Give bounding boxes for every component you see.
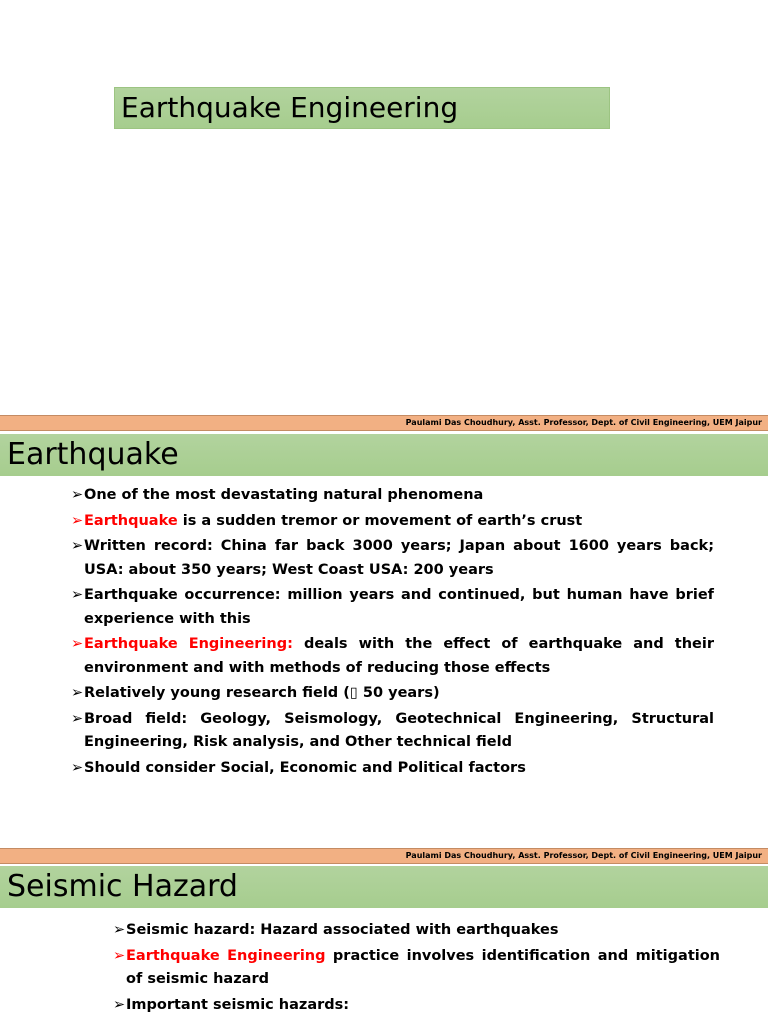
arrow-bullet-icon: ➢ — [113, 922, 126, 938]
slide-heading-seismic-hazard: Seismic Hazard — [0, 866, 768, 908]
highlight-term: Earthquake Engineering: — [84, 636, 293, 652]
arrow-bullet-icon: ➢ — [71, 685, 84, 701]
arrow-bullet-icon: ➢ — [71, 587, 84, 603]
highlight-term: Earthquake Engineering — [126, 947, 326, 964]
arrow-bullet-icon: ➢ — [71, 487, 84, 503]
slide-heading-earthquake: Earthquake — [0, 434, 768, 476]
arrow-bullet-icon: ➢ — [71, 512, 84, 529]
arrow-bullet-icon: ➢ — [71, 538, 84, 554]
arrow-bullet-icon: ➢ — [113, 996, 126, 1013]
list-item: ➢ Should consider Social, Economic and Political factors — [71, 757, 714, 781]
list-item: ➢ Earthquake Engineering: deals with the effect of earthquake and their environment and with methods of reducing those effects — [71, 633, 714, 680]
highlight-term: Earthquake — [84, 512, 178, 529]
list-item: ➢ Written record: China far back 3000 years; Japan about 1600 years back; USA: about 350 years; West Coast USA: 200 years — [71, 535, 714, 582]
list-item: ➢ Earthquake occurrence: million years and continued, but human have brief experience with this — [71, 584, 714, 631]
arrow-bullet-icon: ➢ — [71, 710, 84, 727]
slide-header-credit: Paulami Das Choudhury, Asst. Professor, Dept. of Civil Engineering, UEM Jaipur — [0, 848, 768, 864]
arrow-bullet-icon: ➢ — [71, 636, 84, 652]
list-item: ➢ Earthquake Engineering practice involves identification and mitigation of seismic hazard — [113, 945, 720, 992]
list-item: ➢ Earthquake is a sudden tremor or movement of earth’s crust — [71, 510, 714, 534]
earthquake-bullet-list — [71, 484, 714, 782]
slide-header-credit: Paulami Das Choudhury, Asst. Professor, Dept. of Civil Engineering, UEM Jaipur — [0, 415, 768, 431]
slide-title-earthquake-engineering: Earthquake Engineering — [114, 87, 610, 129]
seismic-hazard-bullet-list — [113, 919, 720, 1019]
list-item: ➢ Relatively young research field (▯ 50 years) — [71, 682, 714, 706]
arrow-bullet-icon: ➢ — [113, 947, 126, 964]
list-item: ➢ Important seismic hazards: — [113, 994, 720, 1018]
list-item: ➢ Seismic hazard: Hazard associated with earthquakes — [113, 919, 720, 943]
list-item: ➢ One of the most devastating natural phenomena — [71, 484, 714, 508]
list-item: ➢ Broad field: Geology, Seismology, Geotechnical Engineering, Structural Engineering, Risk analysis, and Other technical field — [71, 708, 714, 755]
arrow-bullet-icon: ➢ — [71, 759, 84, 776]
